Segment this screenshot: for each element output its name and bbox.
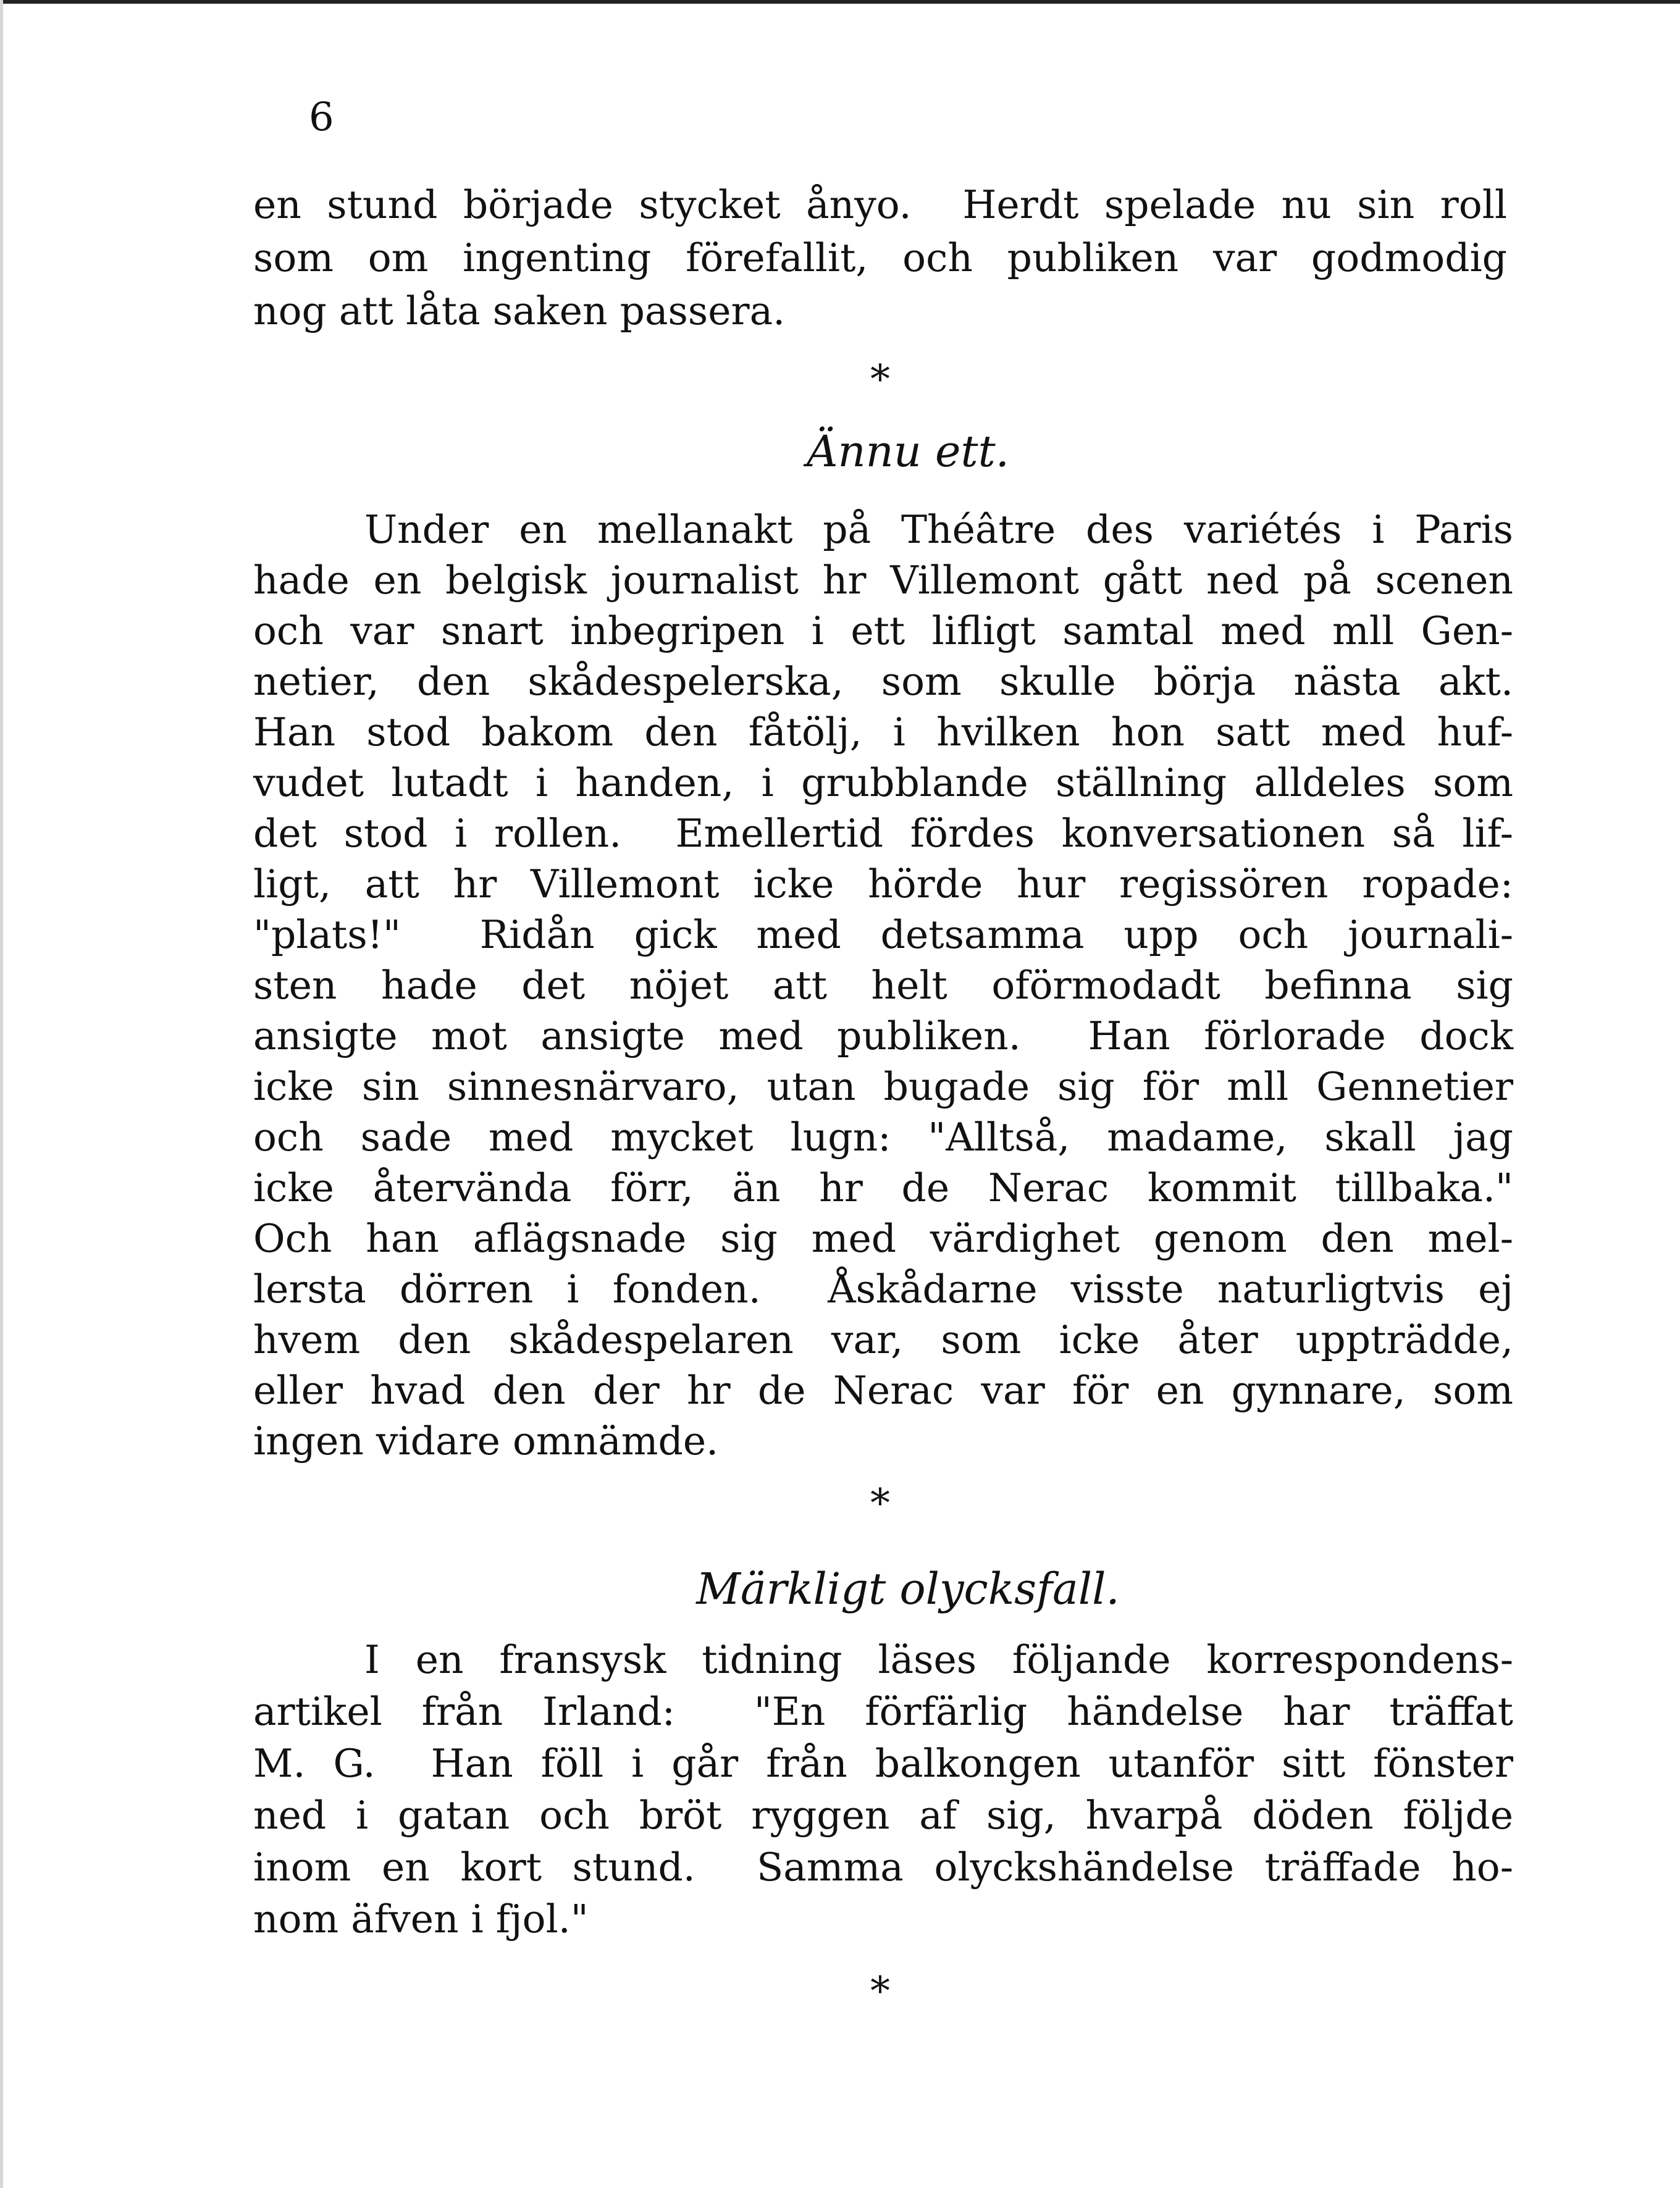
section1-line: det stod i rollen. Emellertid fördes konversationen så lif- [253,811,1513,856]
section-separator-star: * [870,1481,890,1527]
section1-line: icke återvända förr, än hr de Nerac kommit tillbaka." [253,1165,1513,1210]
section2-line: nom äfven i fjol." [253,1897,589,1942]
section1-line: eller hvad den der hr de Nerac var för en gynnare, som [253,1368,1513,1413]
page-number: 6 [309,94,334,140]
section1-line: lersta dörren i fonden. Åskådarne visste naturligtvis ej [253,1267,1513,1312]
section1-line: "plats!" Ridån gick med detsamma upp och journali- [253,912,1513,957]
section1-line: sten hade det nöjet att helt oförmodadt befinna sig [253,963,1513,1008]
section1-line: Och han aflägsnade sig med värdighet genom den mel- [253,1216,1513,1261]
intro-line: som om ingenting förefallit, och publiken var godmodig [253,235,1507,280]
section1-line: ansigte mot ansigte med publiken. Han förlorade dock [253,1013,1513,1058]
section1-line: ingen vidare omnämde. [253,1419,719,1464]
section-separator-star: * [870,357,890,403]
section1-line: netier, den skådespelerska, som skulle börja nästa akt. [253,659,1513,704]
left-page-edge [0,0,3,2188]
section1-line: Under en mellanakt på Théâtre des variétés i Paris [364,507,1513,552]
section2-line: inom en kort stund. Samma olyckshändelse träffade ho- [253,1845,1513,1890]
section2-line: artikel från Irland: "En förfärlig händelse har träffat [253,1689,1513,1734]
section-heading: Märkligt olycksfall. [696,1564,1120,1614]
section1-line: Han stod bakom den fåtölj, i hvilken hon satt med huf- [253,710,1513,755]
section1-line: och var snart inbegripen i ett lifligt samtal med mll Gen- [253,608,1513,653]
section1-line: hvem den skådespelaren var, som icke åter uppträdde, [253,1317,1513,1362]
section1-line: hade en belgisk journalist hr Villemont gått ned på scenen [253,558,1513,603]
section2-line: M. G. Han föll i går från balkongen utanför sitt fönster [253,1741,1513,1786]
top-border-line [0,0,1680,4]
section1-line: vudet lutadt i handen, i grubblande ställning alldeles som [253,760,1513,805]
section-separator-star: * [870,1969,890,2014]
section1-line: icke sin sinnesnärvaro, utan bugade sig för mll Gennetier [253,1064,1513,1109]
section2-line: I en fransysk tidning läses följande korrespondens- [364,1637,1513,1682]
section2-line: ned i gatan och bröt ryggen af sig, hvarpå döden följde [253,1793,1513,1838]
intro-line: nog att låta saken passera. [253,288,786,333]
section1-line: och sade med mycket lugn: "Alltså, madame, skall jag [253,1115,1513,1160]
section-heading: Ännu ett. [807,426,1009,477]
section1-line: ligt, att hr Villemont icke hörde hur regissören ropade: [253,861,1513,907]
intro-line: en stund började stycket ånyo. Herdt spelade nu sin roll [253,182,1507,227]
